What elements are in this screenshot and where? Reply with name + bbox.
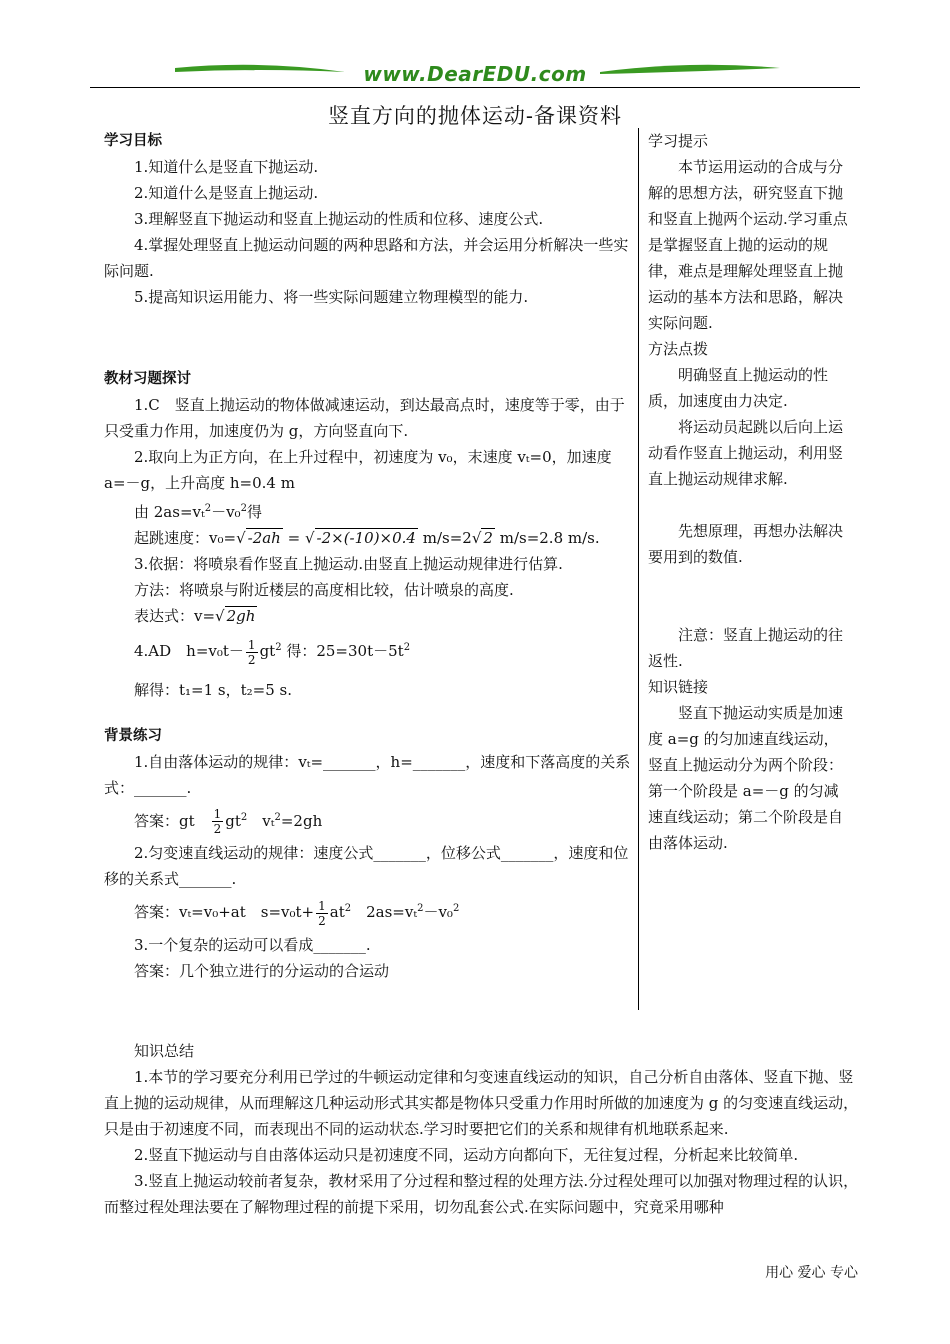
column-divider <box>638 128 639 1010</box>
main-column <box>104 128 632 984</box>
heading-method: 方法点拨 <box>648 340 709 358</box>
solution-line: 解得：t₁=1 s，t₂=5 s. <box>134 680 293 699</box>
tips-text: 本节运用运动的合成与分解的思想方法，研究竖直下抛和竖直上抛两个运动.学习重点是掌握竖直上抛的运动的规律，难点是理解处理竖直上抛运动的基本方法和思路，解决实际问题. <box>648 158 848 332</box>
objective-item: 4.掌握处理竖直上抛运动问题的两种思路和方法，并会运用分析解决一些实际问题. <box>104 236 629 280</box>
practice-answer-1: 答案：gt $\frac{1}{2}$ $gt^2$ vₜ$^2$=2gh <box>134 807 323 836</box>
summary-item: 1.本节的学习要充分利用已学过的牛顿运动定律和匀变速直线运动的知识，自己分析自由落体、竖直下抛、竖直上抛的运动规律，从而理解这几种运动形式其实都是物体只受重力作用时所做的加速度为 g 的匀变速直线运动，只是由于初速度不同，而表现出不同的运动状态.学习时要把它们的关系和规律有机地联系起来. <box>104 1068 859 1138</box>
objective-item: 3.理解竖直下抛运动和竖直上抛运动的性质和位移、速度公式. <box>134 210 544 228</box>
heading-objectives: 学习目标 <box>104 133 162 149</box>
page-title: 竖直方向的抛体运动-备课资料 <box>327 104 623 128</box>
summary-item: 2.竖直下抛运动与自由落体运动只是初速度不同，运动方向都向下，无往复过程，分析起来比较简单. <box>134 1146 799 1164</box>
practice-question-3: 3.一个复杂的运动可以看成_______. <box>134 935 371 954</box>
exercise-answer-4: 4.AD h=v₀t－ $\frac{1}{2}$ $gt^2$ 得：$25=30t-5t^2$ <box>134 637 411 667</box>
knowledge-summary <box>104 1038 860 1220</box>
heading-practice: 背景练习 <box>104 727 162 744</box>
exercise-answer-1: 1.C 竖直上抛运动的物体做减速运动，到达最高点时，速度等于零，由于只受重力作用，加速度仍为 g，方向竖直向下. <box>104 396 625 440</box>
site-banner <box>90 58 860 90</box>
expression-line: 表达式：v=√ 2gh <box>134 607 256 625</box>
practice-answer-2: 答案：vₜ=v₀+at s=v₀t+ $\frac{1}{2}$ $at^2$ 2as=vₜ$^2$－v₀$^2$ <box>134 898 460 928</box>
note-text: 注意：竖直上抛运动的往返性. <box>648 626 844 670</box>
objective-item: 5.提高知识运用能力、将一些实际问题建立物理模型的能力. <box>134 288 529 306</box>
method-line: 方法：将喷泉与附近楼层的高度相比较，估计喷泉的高度. <box>134 581 514 599</box>
site-url: www.DearEDU.com <box>363 62 587 86</box>
links-text: 竖直下抛运动实质是加速度 a=g 的匀加速直线运动，竖直上抛运动分为两个阶段：第一个阶段是 a=－g 的匀减速直线运动；第二个阶段是自由落体运动. <box>648 704 844 852</box>
exercise-answer-3: 3.依据：将喷泉看作竖直上抛运动.由竖直上抛运动规律进行估算. <box>134 555 563 573</box>
exercise-answer-2: 2.取向上为正方向，在上升过程中，初速度为 v₀，末速度 vₜ=0，加速度 a=－g，上升高度 h=0.4 m <box>104 448 612 492</box>
objective-item: 2.知道什么是竖直上抛运动. <box>134 184 319 202</box>
header-rule <box>90 87 860 88</box>
objective-item: 1.知道什么是竖直下抛运动. <box>134 158 319 176</box>
practice-answer-3: 答案：几个独立进行的分运动的合运动 <box>134 961 390 980</box>
page-footer: 用心 爱心 专心 <box>765 1265 858 1281</box>
practice-question-1: 1.自由落体运动的规律：vₜ=_______，h=_______，速度和下落高度的关系式：_______. <box>104 752 631 797</box>
summary-item: 3.竖直上抛运动较前者复杂，教材采用了分过程和整过程的处理方法.分过程处理可以加强对物理过程的认识，而整过程处理法要在了解物理过程的前提下采用，切勿乱套公式.在实际问题中，究竟采用哪种 <box>104 1172 859 1216</box>
takeoff-speed-line: 起跳速度：v₀=√ -2ah = √ -2×(-10)×0.4 m/s=2√ 2 m/s=2.8 m/s. <box>134 529 600 547</box>
method-text-3: 先想原理，再想办法解决要用到的数值. <box>648 522 844 566</box>
formula-line: 由 2as=vₜ$^2$－v₀$^2$得 <box>134 503 262 521</box>
heading-tips: 学习提示 <box>648 132 709 150</box>
heading-exercises: 教材习题探讨 <box>104 371 191 387</box>
sidebar-notes <box>648 128 853 856</box>
method-text: 明确竖直上抛运动的性质，加速度由力决定. <box>648 366 829 410</box>
method-text-2: 将运动员起跳以后向上运动看作竖直上抛运动，利用竖直上抛运动规律求解. <box>648 418 844 488</box>
heading-summary: 知识总结 <box>134 1042 195 1060</box>
heading-links: 知识链接 <box>648 678 709 696</box>
practice-question-2: 2.匀变速直线运动的规律：速度公式_______，位移公式_______，速度和位移的关系式_______. <box>104 844 629 888</box>
